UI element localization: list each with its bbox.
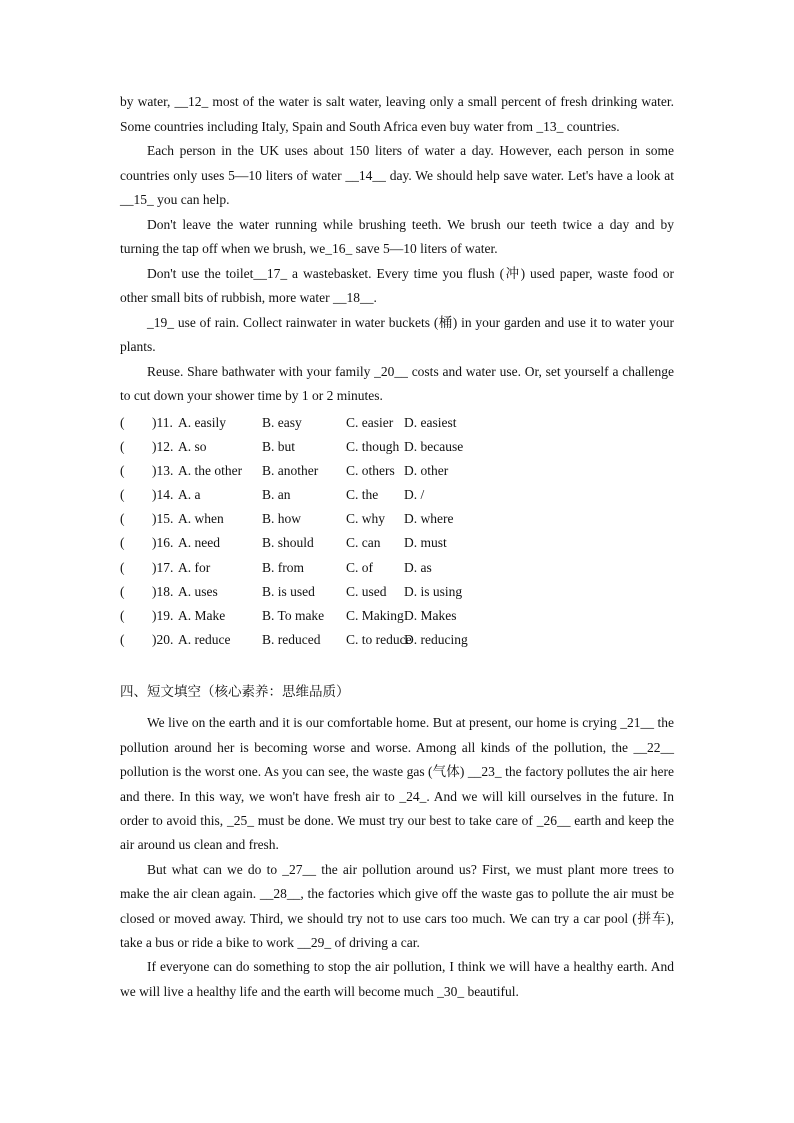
question-number: )11. [152, 414, 173, 430]
option-c: C. used [346, 583, 387, 599]
question-number: )14. [152, 487, 174, 503]
option-a: A. a [178, 487, 201, 503]
answer-bracket: ( [120, 511, 125, 527]
question-option-row [120, 483, 674, 507]
option-c: C. easier [346, 414, 394, 430]
option-c: C. to reduce [346, 632, 412, 648]
option-c: C. Making [346, 608, 404, 623]
question-option-row [120, 628, 674, 652]
option-a: A. so [178, 438, 207, 454]
option-b: B. reduced [262, 632, 321, 648]
option-d: D. must [404, 535, 447, 551]
option-b: B. from [262, 559, 304, 575]
answer-bracket: ( [120, 535, 125, 551]
option-d: D. / [404, 487, 425, 503]
question-option-row [120, 604, 674, 628]
passage-1-paragraph: by water, __12_ most of the water is salt water, leaving only a small percent of fresh drinking water. Some countries including Italy, Spain and South Africa even buy water from _13_ countries. [120, 94, 674, 134]
question-option-row [120, 435, 674, 459]
answer-bracket: ( [120, 632, 125, 648]
option-a: A. Make [178, 608, 226, 623]
answer-bracket: ( [120, 583, 125, 599]
passage-2-paragraph: If everyone can do something to stop the air pollution, I think we will have a healthy earth. And we will live a healthy life and the earth will become much _30_ beautiful. [120, 959, 674, 999]
option-d: D. Makes [404, 608, 457, 623]
question-number: )17. [152, 559, 174, 575]
passage-1 [120, 90, 674, 409]
passage-2-paragraph: We live on the earth and it is our comfortable home. But at present, our home is crying _21__ the pollution around her is becoming worse and worse. Among all kinds of the pollution, the __22__ pollution is the worst one. As you can see, the waste gas (气体) __23_ the factory pollutes the air here and there. In this way, we won't have fresh air to _24_. And we will kill ourselves in the future. In order to avoid this, _25_ must be done. We must try our best to take care of _26__ earth and keep the air around us clean and fresh. [120, 715, 674, 853]
option-d: D. as [404, 559, 432, 575]
question-number: )16. [152, 535, 174, 551]
passage-1-paragraph: Each person in the UK uses about 150 liters of water a day. However, each person in some countries only uses 5—10 liters of water __14__ day. We should help save water. Let's have a look at __15_ you can help. [120, 143, 674, 207]
passage-1-paragraph: Don't use the toilet__17_ a wastebasket. Every time you flush (冲) used paper, waste food or other small bits of rubbish, more water __18__. [120, 265, 674, 305]
passage-1-paragraph: Don't leave the water running while brushing teeth. We brush our teeth twice a day and by turning the tap off when we brush, we_16_ save 5—10 liters of water. [120, 216, 674, 256]
answer-bracket: ( [120, 559, 125, 575]
option-d: D. reducing [404, 632, 468, 648]
option-a: A. uses [178, 583, 218, 599]
question-option-row [120, 531, 674, 555]
question-option-row [120, 459, 674, 483]
option-d: D. because [404, 438, 464, 454]
option-d: D. is using [404, 583, 463, 599]
option-a: A. when [178, 511, 224, 527]
option-a: A. reduce [178, 632, 231, 648]
option-b: B. how [262, 511, 302, 527]
option-b: B. To make [262, 608, 325, 623]
question-number: )18. [152, 583, 174, 599]
document-content [120, 90, 674, 1004]
answer-bracket: ( [120, 438, 125, 454]
option-b: B. is used [262, 583, 315, 599]
question-number: )20. [152, 632, 174, 648]
option-b: B. should [262, 535, 314, 551]
option-b: B. but [262, 438, 296, 454]
option-d: D. other [404, 462, 449, 478]
question-number: )13. [152, 462, 174, 478]
question-option-row [120, 411, 674, 435]
passage-1-paragraph: _19_ use of rain. Collect rainwater in water buckets (桶) in your garden and use it to water your plants. [120, 314, 674, 354]
option-c: C. why [346, 511, 386, 527]
passage-2-paragraph: But what can we do to _27__ the air pollution around us? First, we must plant more trees to make the air clean again. __28__, the factories which give off the waste gas to pollute the air must be closed or moved away. Third, we should try not to use cars too much. We can try a car pool (拼车), take a bus or ride a bike to work __29_ of driving a car. [120, 861, 674, 951]
option-a: A. for [178, 559, 211, 575]
answer-bracket: ( [120, 608, 125, 623]
question-number: )15. [152, 511, 174, 527]
option-a: A. the other [178, 462, 243, 478]
question-options-list [120, 411, 674, 653]
question-number: )12. [152, 438, 174, 454]
option-c: C. can [346, 535, 381, 551]
option-d: D. easiest [404, 414, 457, 430]
option-c: C. though [346, 438, 400, 454]
option-b: B. easy [262, 414, 302, 430]
option-c: C. of [346, 559, 373, 575]
option-a: A. need [178, 535, 220, 551]
passage-2 [120, 711, 674, 1004]
answer-bracket: ( [120, 462, 125, 478]
answer-bracket: ( [120, 414, 125, 430]
passage-1-paragraph: Reuse. Share bathwater with your family _20__ costs and water use. Or, set yourself a challenge to cut down your shower time by 1 or 2 minutes. [120, 363, 674, 403]
section-4-heading: 四、短文填空（核心素养：思维品质） [120, 684, 350, 701]
option-b: B. an [262, 487, 291, 503]
option-c: C. others [346, 462, 395, 478]
question-option-row [120, 556, 674, 580]
answer-bracket: ( [120, 487, 125, 503]
question-option-row [120, 580, 674, 604]
option-a: A. easily [178, 414, 226, 430]
question-option-row [120, 507, 674, 531]
question-number: )19. [152, 608, 174, 623]
option-c: C. the [346, 487, 379, 503]
option-b: B. another [262, 462, 319, 478]
option-d: D. where [404, 511, 454, 527]
